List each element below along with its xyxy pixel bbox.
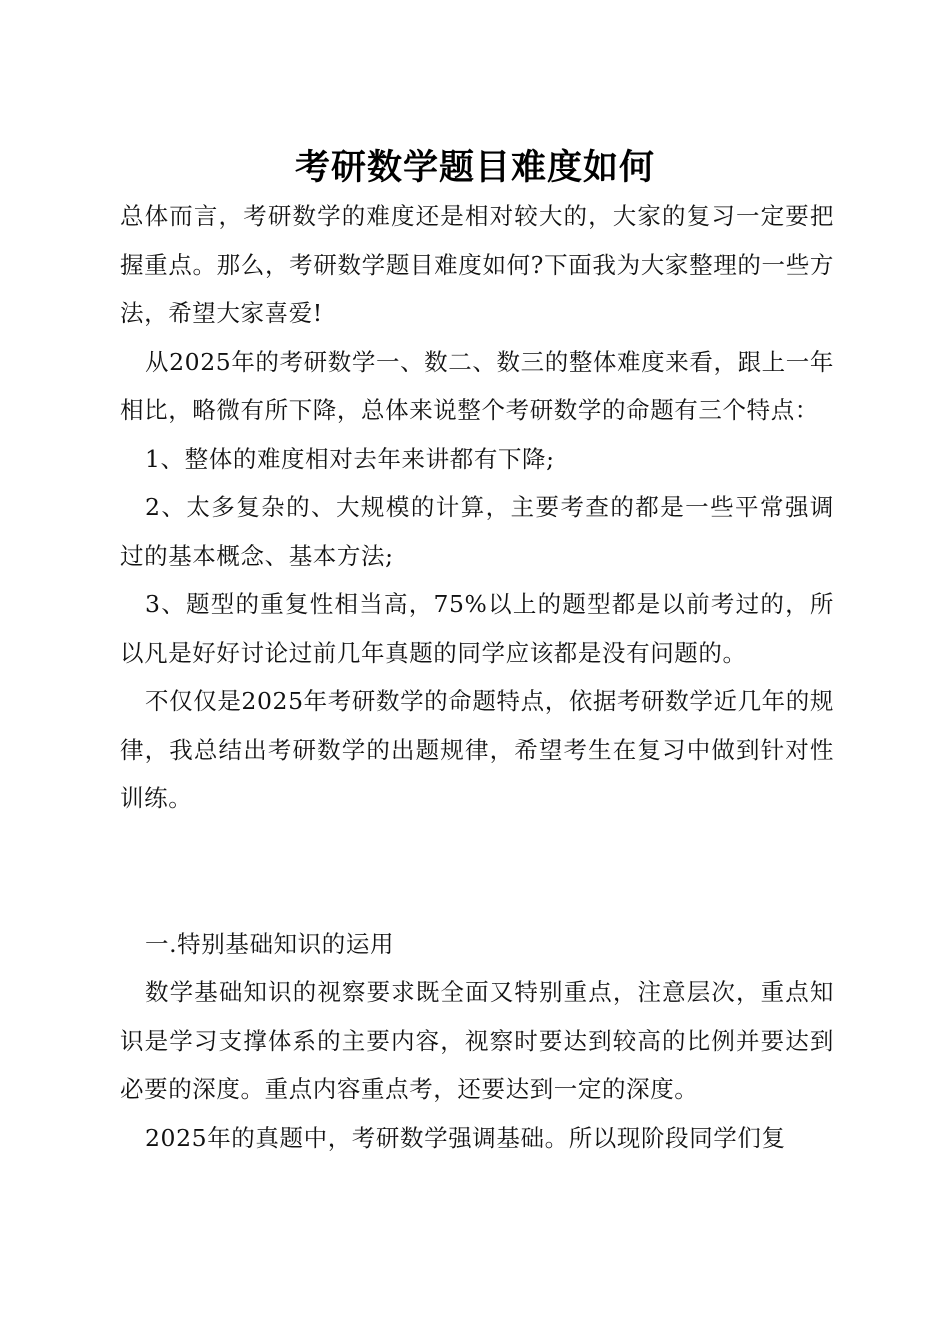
document-title: 考研数学题目难度如何 bbox=[294, 147, 655, 188]
document-body bbox=[120, 192, 834, 1162]
list-item-2: 2、太多复杂的、大规模的计算，主要考查的都是一些平常强调过的基本概念、基本方法; bbox=[120, 493, 834, 570]
blank-space bbox=[120, 823, 834, 920]
list-item-1: 1、整体的难度相对去年来讲都有下降; bbox=[145, 444, 555, 473]
paragraph-rules: 不仅仅是2025年考研数学的命题特点，依据考研数学近几年的规律，我总结出考研数学的出题规律，希望考生在复习中做到针对性训练。 bbox=[120, 687, 834, 812]
section-heading: 一.特别基础知识的运用 bbox=[145, 929, 395, 958]
paragraph-overview: 从2025年的考研数学一、数二、数三的整体难度来看，跟上一年相比，略微有所下降，总体来说整个考研数学的命题有三个特点： bbox=[120, 347, 834, 424]
paragraph-truncated: 2025年的真题中，考研数学强调基础。所以现阶段同学们复 bbox=[145, 1123, 786, 1152]
list-item-3: 3、题型的重复性相当高，75%以上的题型都是以前考过的，所以凡是好好讨论过前几年真题的同学应该都是没有问题的。 bbox=[120, 590, 834, 667]
paragraph-intro: 总体而言，考研数学的难度还是相对较大的，大家的复习一定要把握重点。那么，考研数学题目难度如何?下面我为大家整理的一些方法，希望大家喜爱! bbox=[120, 202, 834, 327]
paragraph-basics: 数学基础知识的视察要求既全面又特别重点，注意层次，重点知识是学习支撑体系的主要内容，视察时要达到较高的比例并要达到必要的深度。重点内容重点考，还要达到一定的深度。 bbox=[120, 978, 834, 1103]
